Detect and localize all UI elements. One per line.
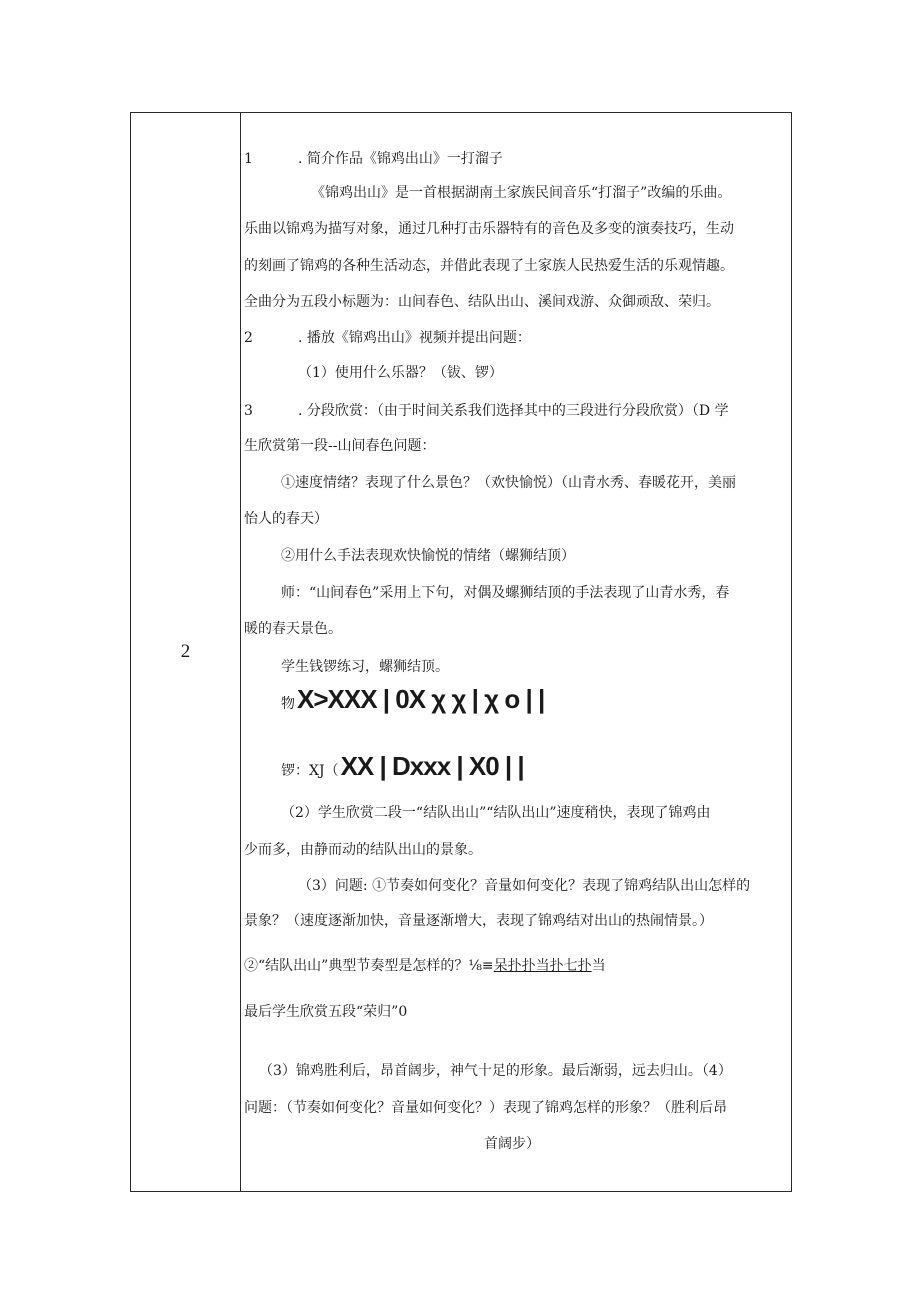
- row-number-cell: [131, 113, 241, 1192]
- ending-line-2: 问题：（节奏如何变化？音量如何变化？）表现了锦鸡怎样的形象？（胜利后昂: [244, 1100, 727, 1116]
- practice-line: 学生钱锣练习，螺狮结顶。: [281, 659, 449, 675]
- section-3-index: 3: [244, 403, 253, 419]
- intro-line-1: 《锦鸡出山》是一首根据湖南土家族民间音乐“打溜子”改编的乐曲。: [311, 185, 732, 201]
- row-number: 2: [180, 641, 191, 662]
- final-section-line: 最后学生欣赏五段“荣归”0: [244, 1004, 408, 1020]
- question-1-line-1: ①速度情绪？表现了什么景色？（欢快愉悦）（山青水秀、春暖花开，美丽: [281, 475, 736, 491]
- section-3-heading: 3 . 分段欣赏：（由于时间关系我们选择其中的三段进行分段欣赏）（D 学: [244, 403, 729, 419]
- part-2-line-2: 少而多，由静而动的结队出山的景象。: [244, 842, 482, 858]
- ending-line-3: 首阔步）: [484, 1136, 540, 1152]
- part-2-line-1: （2）学生欣赏二段一“结队出山”“结队出山”速度稍快，表现了锦鸡由: [281, 805, 711, 821]
- teacher-line-1: 师：“山间春色”采用上下句，对偶及螺狮结顶的手法表现了山青水秀，春: [281, 585, 730, 601]
- notation-2-label: 锣：XJ（: [281, 763, 339, 779]
- intro-line-3: 的刻画了锦鸡的各种生活动态，并借此表现了土家族人民热爱生活的乐观情趣。: [244, 258, 734, 274]
- section-1-heading: 1 . 简介作品《锦鸡出山》一打溜子: [244, 151, 503, 167]
- content-cell: [241, 113, 792, 1192]
- section-1-index: 1: [244, 151, 253, 167]
- instrument-question: （1）使用什么乐器？（钹、锣）: [298, 365, 503, 381]
- lesson-table: [130, 112, 792, 1192]
- rhythm-notation-1: 物X>XXX | 0X χ χ | χ o | |: [281, 684, 545, 714]
- rhythm-question: ②“结队出山”典型节奏型是怎样的？⅛≡呆扑扑当扑七扑当: [244, 958, 606, 974]
- section-3-heading-line-2: 生欣赏第一段--山间春色问题：: [244, 438, 436, 454]
- part-3-line-2: 景象？（速度逐渐加快，音量逐渐增大，表现了锦鸡结对出山的热闹情景。）: [244, 913, 713, 929]
- teacher-line-2: 暖的春天景色。: [244, 621, 342, 637]
- section-2-index: 2: [244, 330, 253, 346]
- table-row: [131, 113, 792, 1192]
- intro-line-4: 全曲分为五段小标题为：山间春色、结队出山、溪间戏游、众御顽敌、荣归。: [244, 294, 720, 310]
- question-1-line-2: 怡人的春天）: [244, 511, 328, 527]
- section-2-heading: 2 . 播放《锦鸡出山》视频并提出问题：: [244, 330, 531, 346]
- intro-line-2: 乐曲以锦鸡为描写对象，通过几种打击乐器特有的音色及多变的演奏技巧，生动: [244, 221, 734, 237]
- ending-line-1: （3）锦鸡胜利后，昂首阔步，神气十足的形象。最后渐弱，远去归山。（4）: [259, 1063, 732, 1079]
- part-3-line-1: （3）问题: ①节奏如何变化？音量如何变化？表现了锦鸡结队出山怎样的: [298, 878, 751, 894]
- question-2: ②用什么手法表现欢快愉悦的情绪（螺狮结顶）: [281, 548, 575, 564]
- notation-1-label: 物: [281, 696, 295, 712]
- rhythm-notation-2: 锣：XJ（XX | Dxxx | X0 | |: [281, 751, 524, 781]
- rhythm-pattern: 呆扑扑当扑七扑: [493, 958, 592, 974]
